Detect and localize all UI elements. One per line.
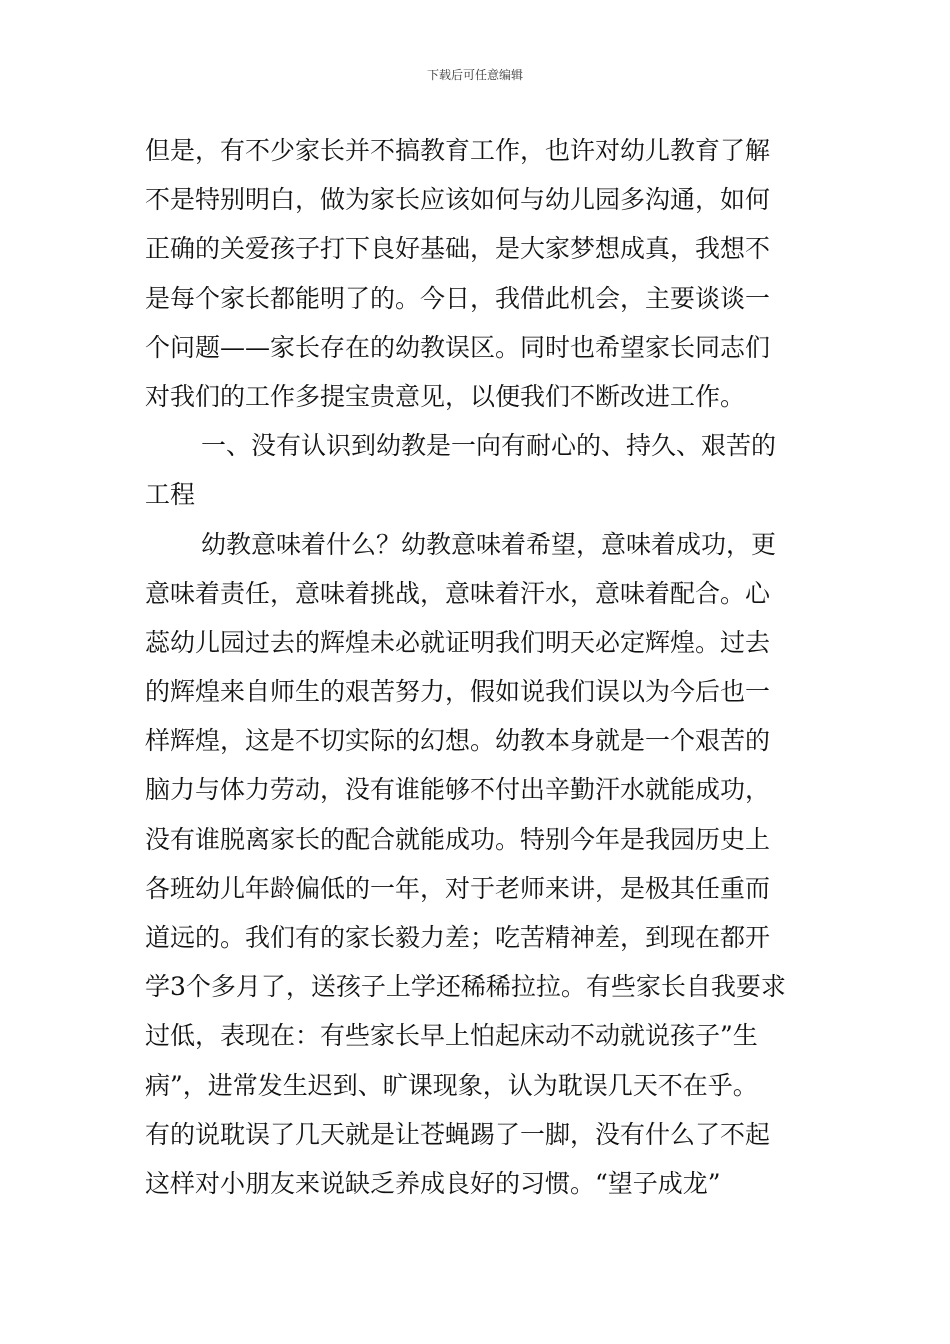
- text-line: 意味着责任，意味着挑战，意味着汗水，意味着配合。心: [145, 578, 771, 608]
- text-line: 学3个多月了，送孩子上学还稀稀拉拉。有些家长自我要求: [145, 972, 786, 1002]
- text-line: 但是，有不少家长并不搞教育工作，也许对幼儿教育了解: [145, 136, 771, 165]
- text-line: 的辉煌来自师生的艰苦努力，假如说我们误以为今后也一: [145, 677, 771, 707]
- text-line: 样辉煌，这是不切实际的幻想。幼教本身就是一个艰苦的: [145, 726, 771, 756]
- text-line: 不是特别明白，做为家长应该如何与幼儿园多沟通，如何: [145, 185, 771, 215]
- text-line: 对我们的工作多提宝贵意见，以便我们不断改进工作。: [145, 381, 746, 411]
- text-line: 是每个家长都能明了的。今日，我借此机会，主要谈谈一: [145, 283, 771, 313]
- text-line: 这样对小朋友来说缺乏养成良好的习惯。“望子成龙”: [145, 1168, 721, 1198]
- page-header: 下载后可任意编辑: [426, 68, 523, 82]
- document-body: [145, 126, 815, 1208]
- text-line: 工程: [145, 480, 196, 510]
- text-line: 幼教意味着什么？幼教意味着希望，意味着成功，更: [201, 529, 777, 559]
- text-line: 个问题——家长存在的幼教误区。同时也希望家长同志们: [145, 332, 771, 362]
- text-line: 病”，进常发生迟到、旷课现象，认为耽误几天不在乎。: [145, 1070, 758, 1100]
- text-line: 一、没有认识到幼教是一向有耐心的、持久、艰苦的: [201, 431, 777, 461]
- text-line: 正确的关爱孩子打下良好基础，是大家梦想成真，我想不: [145, 234, 771, 264]
- text-line: 各班幼儿年龄偏低的一年，对于老师来讲，是极其任重而: [145, 873, 771, 903]
- text-line: 没有谁脱离家长的配合就能成功。特别今年是我园历史上: [145, 824, 771, 854]
- text-line: 蕊幼儿园过去的辉煌未必就证明我们明天必定辉煌。过去: [145, 627, 771, 657]
- text-line: 道远的。我们有的家长毅力差；吃苦精神差，到现在都开: [145, 923, 771, 952]
- text-line: 过低，表现在：有些家长早上怕起床动不动就说孩子”生: [145, 1021, 758, 1051]
- text-line: 有的说耽误了几天就是让苍蝇踢了一脚，没有什么了不起: [145, 1119, 771, 1149]
- text-line: 脑力与体力劳动，没有谁能够不付出辛勤汗水就能成功，: [145, 775, 771, 805]
